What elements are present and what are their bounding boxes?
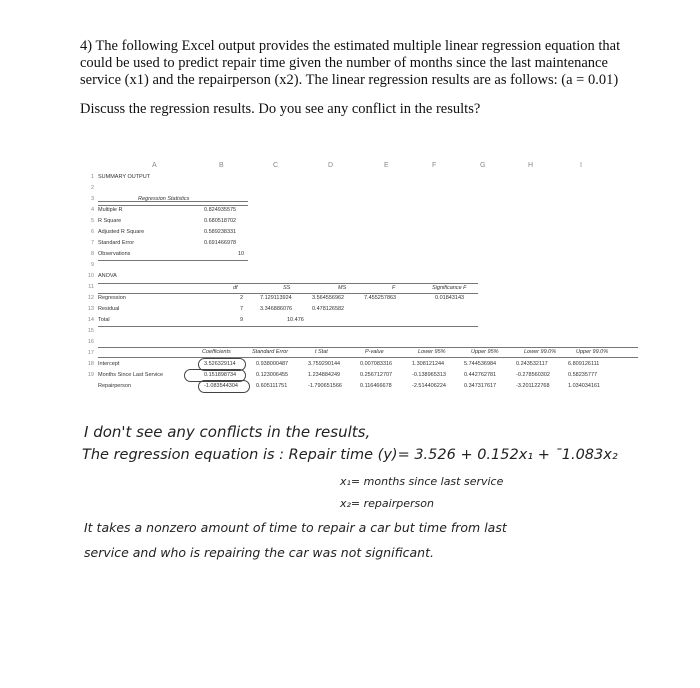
stat-value: 10 xyxy=(238,251,245,257)
coef-value: 0.243532117 xyxy=(516,361,548,367)
anova-header-ss: SS xyxy=(283,285,291,291)
column-header-g: G xyxy=(480,162,486,169)
stat-value: 0.680518702 xyxy=(204,218,237,224)
anova-header-ms: MS xyxy=(338,285,347,291)
column-header-b: B xyxy=(219,162,224,169)
coef-header: Upper 99.0% xyxy=(576,349,609,355)
anova-df: 7 xyxy=(240,306,244,312)
anova-ms: 0.478126582 xyxy=(312,306,345,312)
row-number: 7 xyxy=(90,240,94,246)
column-header-a: A xyxy=(152,162,157,169)
coef-value: 1.034034161 xyxy=(568,383,601,389)
coef-value: -0.278560302 xyxy=(516,372,550,378)
coef-value: 1.308121244 xyxy=(412,361,445,367)
row-number: 6 xyxy=(90,229,94,235)
anova-df: 2 xyxy=(240,295,244,301)
question-prompt: Discuss the regression results. Do you see any conflict in the results? xyxy=(80,101,481,117)
handwritten-answer-line-3: x₁= months since last service xyxy=(340,475,504,488)
question-line-3: service (x1) and the repairperson (x2). The linear regression results are as follows: (a = 0.01) xyxy=(80,72,619,88)
coef-header: Standard Error xyxy=(252,349,289,355)
coef-value: 0.938000487 xyxy=(256,361,289,367)
row-number: 14 xyxy=(87,317,94,323)
coef-header: Coefficients xyxy=(202,349,231,355)
coef-value: -1.083544304 xyxy=(204,383,238,389)
stat-label: Adjusted R Square xyxy=(98,229,145,235)
table-rule xyxy=(98,205,248,206)
coef-value: -0.138965313 xyxy=(412,372,446,378)
coef-value: -2.514406224 xyxy=(412,383,446,389)
anova-header-df: df xyxy=(233,285,238,291)
question-text xyxy=(80,38,640,118)
handwritten-circle xyxy=(198,380,250,393)
row-number: 15 xyxy=(87,328,94,334)
anova-df: 9 xyxy=(240,317,244,323)
coef-value: 5.744536984 xyxy=(464,361,497,367)
coef-value: 3.759290144 xyxy=(308,361,341,367)
table-rule xyxy=(98,293,478,294)
anova-significance-f: 0.01843143 xyxy=(435,295,465,301)
coef-value: 3.526329114 xyxy=(204,361,236,367)
coef-header: t Stat xyxy=(315,349,328,355)
anova-f: 7.455257863 xyxy=(364,295,397,301)
coef-value: -3.201122768 xyxy=(516,383,550,389)
coef-header: Lower 95% xyxy=(418,349,446,355)
regression-statistics-title: Regression Statistics xyxy=(138,196,190,202)
table-rule xyxy=(98,260,248,261)
anova-ss: 3.346886076 xyxy=(260,306,293,312)
coef-value: 0.151898734 xyxy=(204,372,237,378)
coef-value: 0.58235777 xyxy=(568,372,598,378)
stat-label: Multiple R xyxy=(98,207,123,213)
anova-ms: 3.564556962 xyxy=(312,295,345,301)
row-number: 8 xyxy=(90,251,94,257)
row-number: 4 xyxy=(90,207,94,213)
coef-header: P-value xyxy=(365,349,384,355)
anova-header-significance-f: Significance F xyxy=(432,285,467,291)
table-rule xyxy=(98,357,638,358)
row-number: 9 xyxy=(90,262,94,268)
row-number: 17 xyxy=(87,350,94,356)
row-number: 10 xyxy=(87,273,94,279)
coef-value: 0.605111751 xyxy=(256,383,288,389)
row-number: 2 xyxy=(90,185,94,191)
anova-header-f: F xyxy=(392,285,396,291)
question-line-2: could be used to predict repair time given the number of months since the last maintenance xyxy=(80,55,608,71)
row-number: 16 xyxy=(87,339,94,345)
coef-header: Lower 99.0% xyxy=(524,349,557,355)
coef-label: Months Since Last Service xyxy=(98,372,164,378)
handwritten-answer-line-5: It takes a nonzero amount of time to repair a car but time from last xyxy=(84,520,507,535)
coef-value: 0.123006455 xyxy=(256,372,289,378)
handwritten-answer-line-1: I don't see any conflicts in the results, xyxy=(84,423,371,441)
column-header-d: D xyxy=(328,162,334,169)
row-number: 18 xyxy=(87,361,94,367)
handwritten-answer-line-6: service and who is repairing the car was not significant. xyxy=(84,545,434,560)
stat-value: 0.691466978 xyxy=(204,240,237,246)
column-header-i: I xyxy=(580,162,582,169)
stat-value: 0.589238331 xyxy=(204,229,237,235)
column-header-e: E xyxy=(384,162,389,169)
row-number: 12 xyxy=(87,295,94,301)
row-number: 11 xyxy=(88,284,94,290)
stat-value: 0.824935575 xyxy=(204,207,237,213)
summary-output-title: SUMMARY OUTPUT xyxy=(98,174,151,180)
question-line-1: 4) The following Excel output provides the estimated multiple linear regression equation that xyxy=(80,38,621,54)
coef-label: Intercept xyxy=(98,361,120,367)
anova-label: Regression xyxy=(98,295,126,301)
column-header-h: H xyxy=(528,162,534,169)
stat-label: R Square xyxy=(98,218,122,224)
coef-value: 0.007083316 xyxy=(360,361,393,367)
handwritten-answer-line-2: The regression equation is : Repair time (y)= 3.526 + 0.152x₁ + ˉ1.083x₂ xyxy=(82,447,618,463)
row-number: 1 xyxy=(90,174,94,180)
stat-label: Standard Error xyxy=(98,240,135,246)
excel-output-screenshot xyxy=(80,152,640,389)
coef-value: 0.442762781 xyxy=(464,372,497,378)
coef-value: 0.347317617 xyxy=(464,383,497,389)
anova-title: ANOVA xyxy=(98,273,117,279)
column-header-c: C xyxy=(273,162,279,169)
stat-label: Observations xyxy=(98,251,131,257)
coef-value: 6.809126111 xyxy=(568,361,600,367)
row-number: 5 xyxy=(90,218,94,224)
anova-ss: 10.476 xyxy=(287,317,304,323)
coef-value: 1.234884249 xyxy=(308,372,341,378)
coef-value: 0.116466678 xyxy=(360,383,392,389)
coef-header: Upper 95% xyxy=(471,349,499,355)
table-rule xyxy=(98,347,638,348)
coef-value: -1.790651566 xyxy=(308,383,342,389)
row-number: 3 xyxy=(90,196,94,202)
coef-value: 0.256712707 xyxy=(360,372,393,378)
handwritten-answer-line-4: x₂= repairperson xyxy=(340,497,434,510)
table-rule xyxy=(98,326,478,327)
column-header-f: F xyxy=(432,162,437,169)
anova-ss: 7.129113924 xyxy=(260,295,292,301)
row-number: 19 xyxy=(87,372,94,378)
row-number: 13 xyxy=(87,306,94,312)
coef-label: Repairperson xyxy=(98,383,132,389)
anova-label: Residual xyxy=(98,306,120,312)
table-rule xyxy=(98,283,478,284)
anova-label: Total xyxy=(98,317,110,323)
